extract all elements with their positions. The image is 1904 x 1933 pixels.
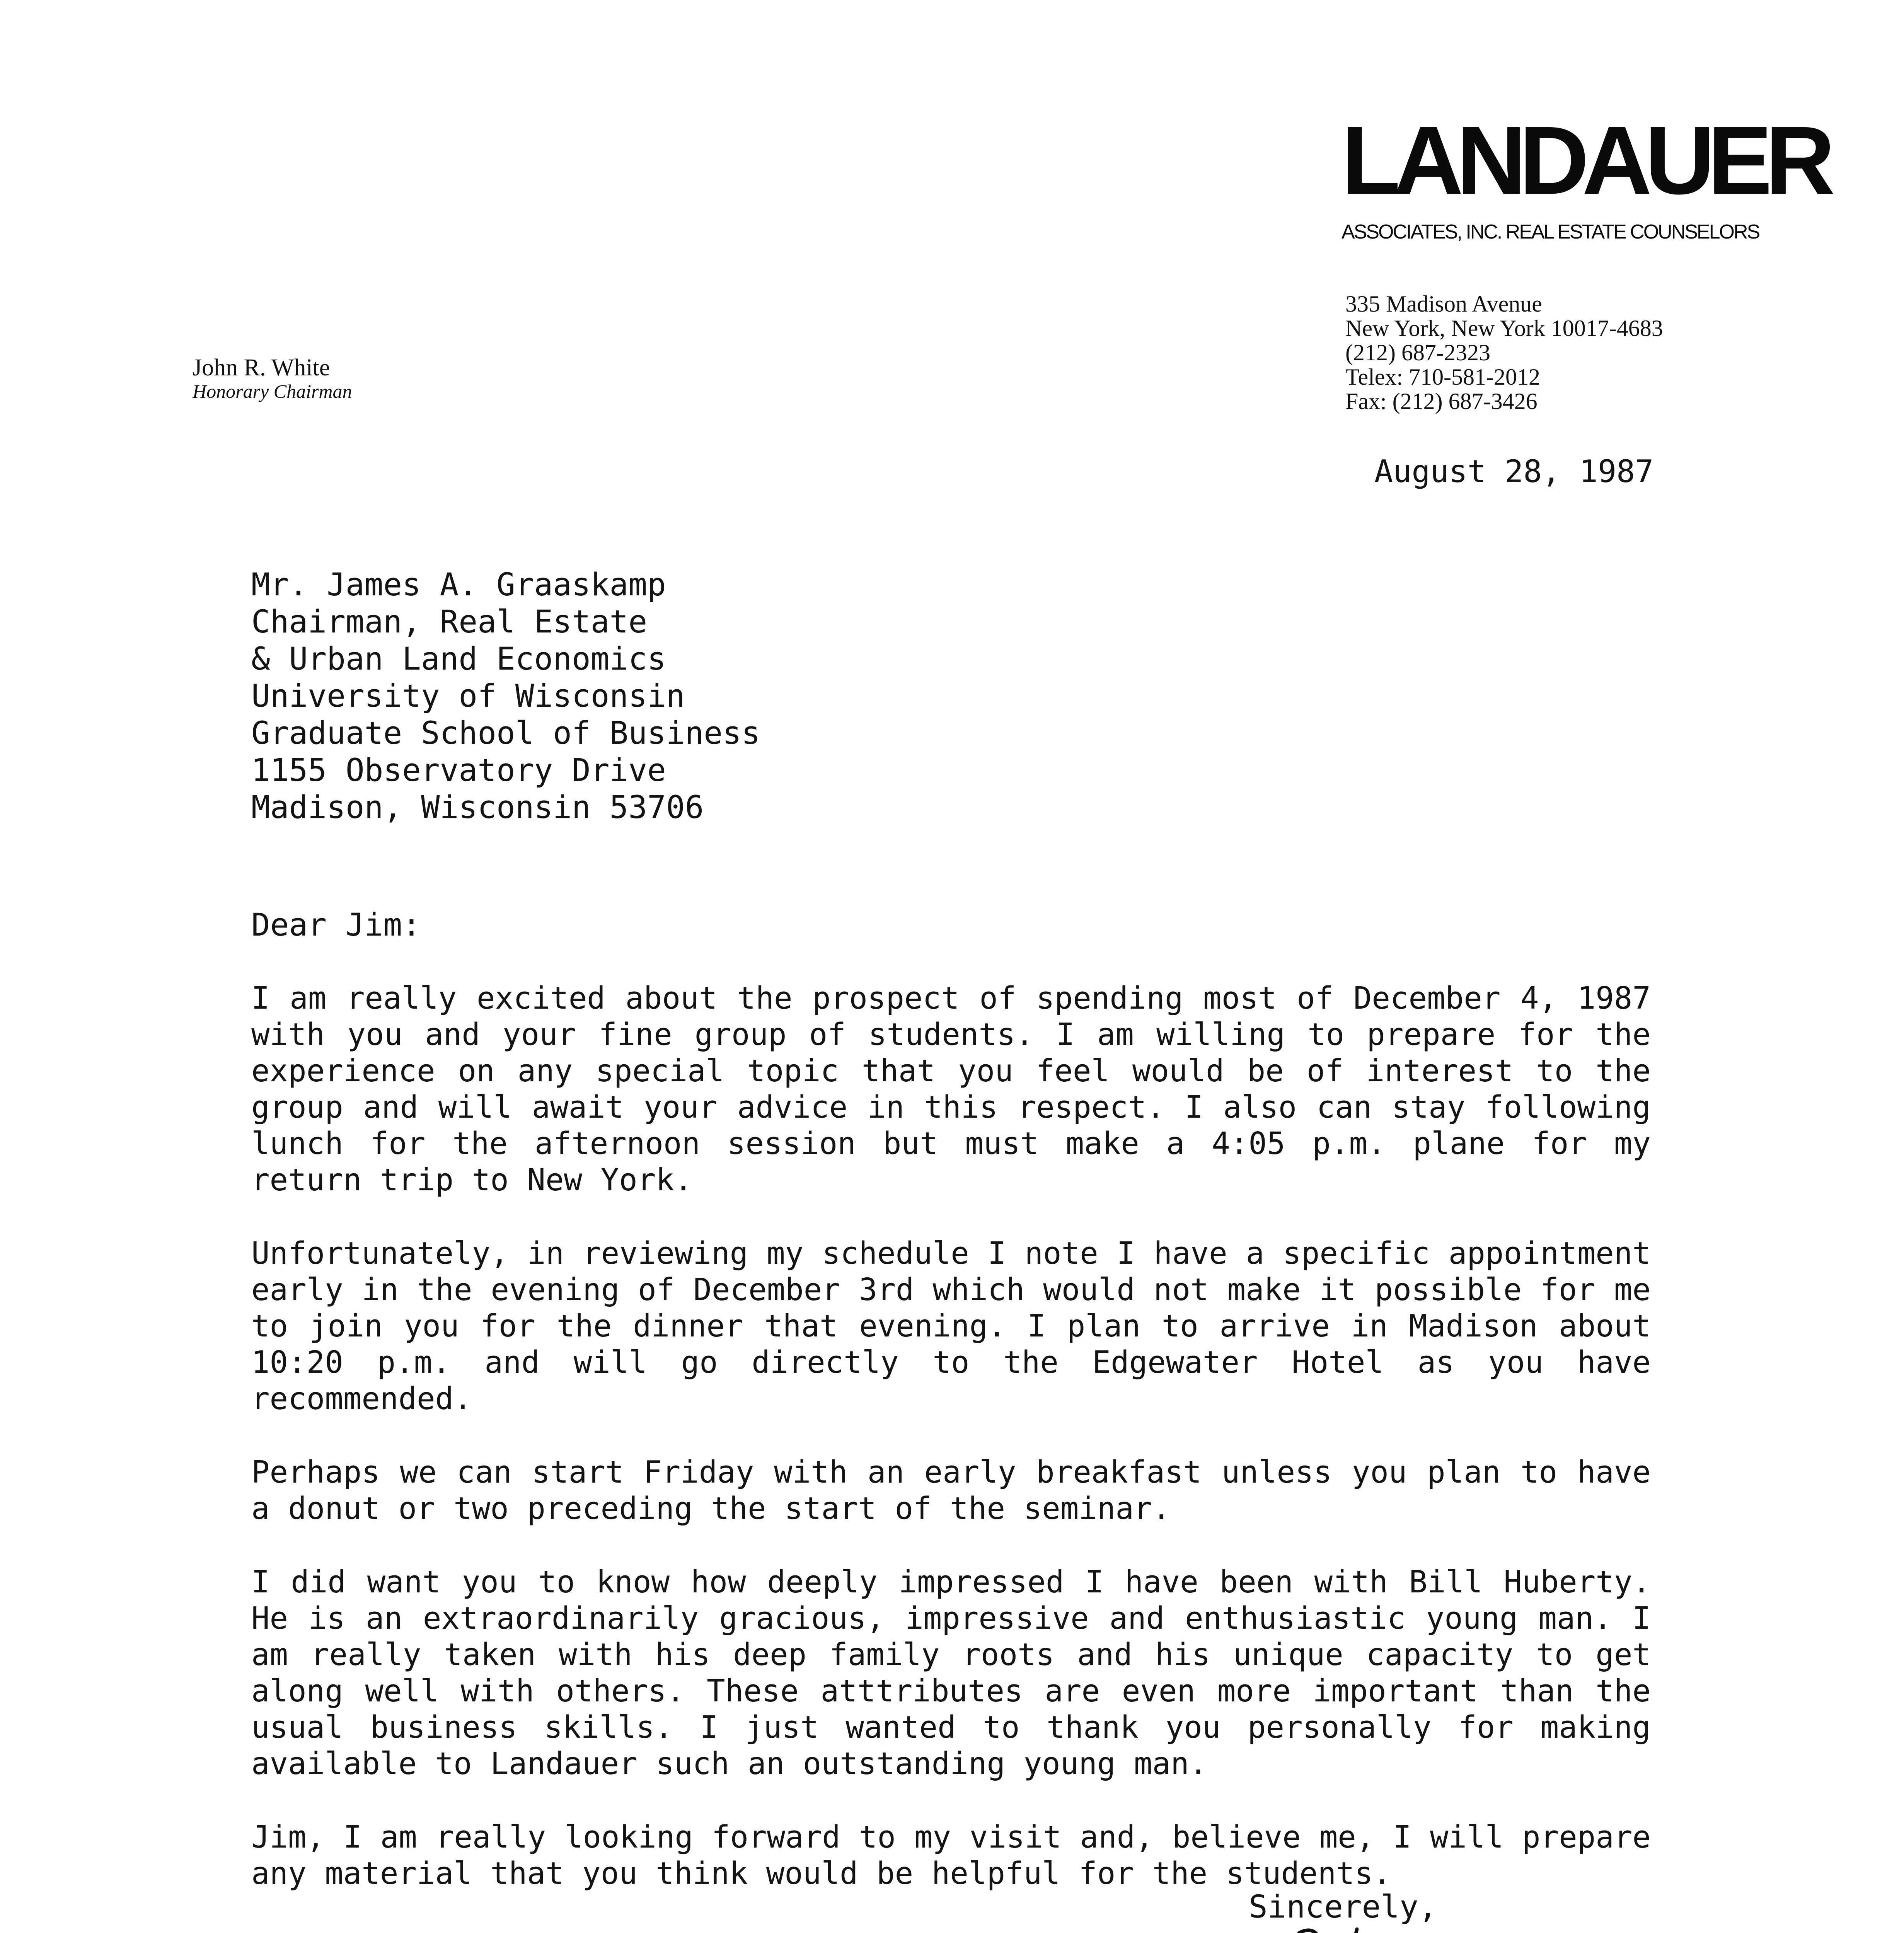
body-paragraph: I am really excited about the prospect of spending most of December 4, 1987 with you and your fine group of students. I am willing to prepare for the experience on any special topic that you feel would be of interest to the group and will await your advice in this respect. I also can stay following lunch for the afternoon session but must make a 4:05 p.m. plane for my return trip to New York.	[251, 980, 1651, 1198]
salutation: Dear Jim:	[251, 907, 421, 943]
sender-block	[193, 355, 352, 402]
address-line: Fax: (212) 687-3426	[1345, 389, 1538, 414]
sender-name: John R. White	[193, 355, 330, 381]
recipient-address	[251, 566, 760, 826]
closing: Sincerely,	[1249, 1889, 1437, 1925]
company-tagline: ASSOCIATES, INC. REAL ESTATE COUNSELORS	[1341, 221, 1759, 243]
letter-date: August 28, 1987	[1374, 453, 1654, 489]
sender-title: Honorary Chairman	[193, 380, 352, 402]
body-paragraph: Perhaps we can start Friday with an early breakfast unless you plan to have a donut or two preceding the start of the seminar.	[251, 1454, 1651, 1526]
address-line: New York, New York 10017-4683	[1345, 315, 1663, 341]
recipient-line: Madison, Wisconsin 53706	[251, 789, 704, 826]
recipient-line: & Urban Land Economics	[251, 641, 666, 677]
body-paragraph: Unfortunately, in reviewing my schedule I note I have a specific appointment early in the evening of December 3rd which would not make it possible for me to join you for the dinner that evening. I plan to arrive in Madison about 10:20 p.m. and will go directly to the Edgewater Hotel as you have recommended.	[251, 1236, 1651, 1417]
body-paragraph: I did want you to know how deeply impressed I have been with Bill Huberty. He is an extraordinarily gracious, impressive and enthusiastic young man. I am really taken with his deep family roots and his unique capacity to get along well with others. These atttributes are even more important than the usual business skills. I just wanted to thank you personally for making available to Landauer such an outstanding young man.	[251, 1564, 1651, 1781]
recipient-line: 1155 Observatory Drive	[251, 752, 666, 789]
recipient-line: University of Wisconsin	[251, 678, 685, 714]
address-line: 335 Madison Avenue	[1345, 291, 1542, 317]
recipient-line: Graduate School of Business	[251, 715, 760, 752]
handwritten-signature	[1241, 1918, 1519, 1933]
body-paragraph: Jim, I am really looking forward to my visit and, believe me, I will prepare any material that you think would be helpful for the students.	[251, 1819, 1651, 1891]
recipient-line: Mr. James A. Graaskamp	[251, 567, 666, 603]
company-logo	[1341, 106, 1828, 244]
recipient-line: Chairman, Real Estate	[251, 604, 648, 640]
letter-body	[251, 980, 1651, 1929]
address-line: (212) 687-2323	[1345, 340, 1490, 365]
company-address	[1345, 292, 1663, 414]
address-line: Telex: 710-581-2012	[1345, 364, 1541, 390]
company-name: LANDAUER	[1341, 106, 1828, 214]
